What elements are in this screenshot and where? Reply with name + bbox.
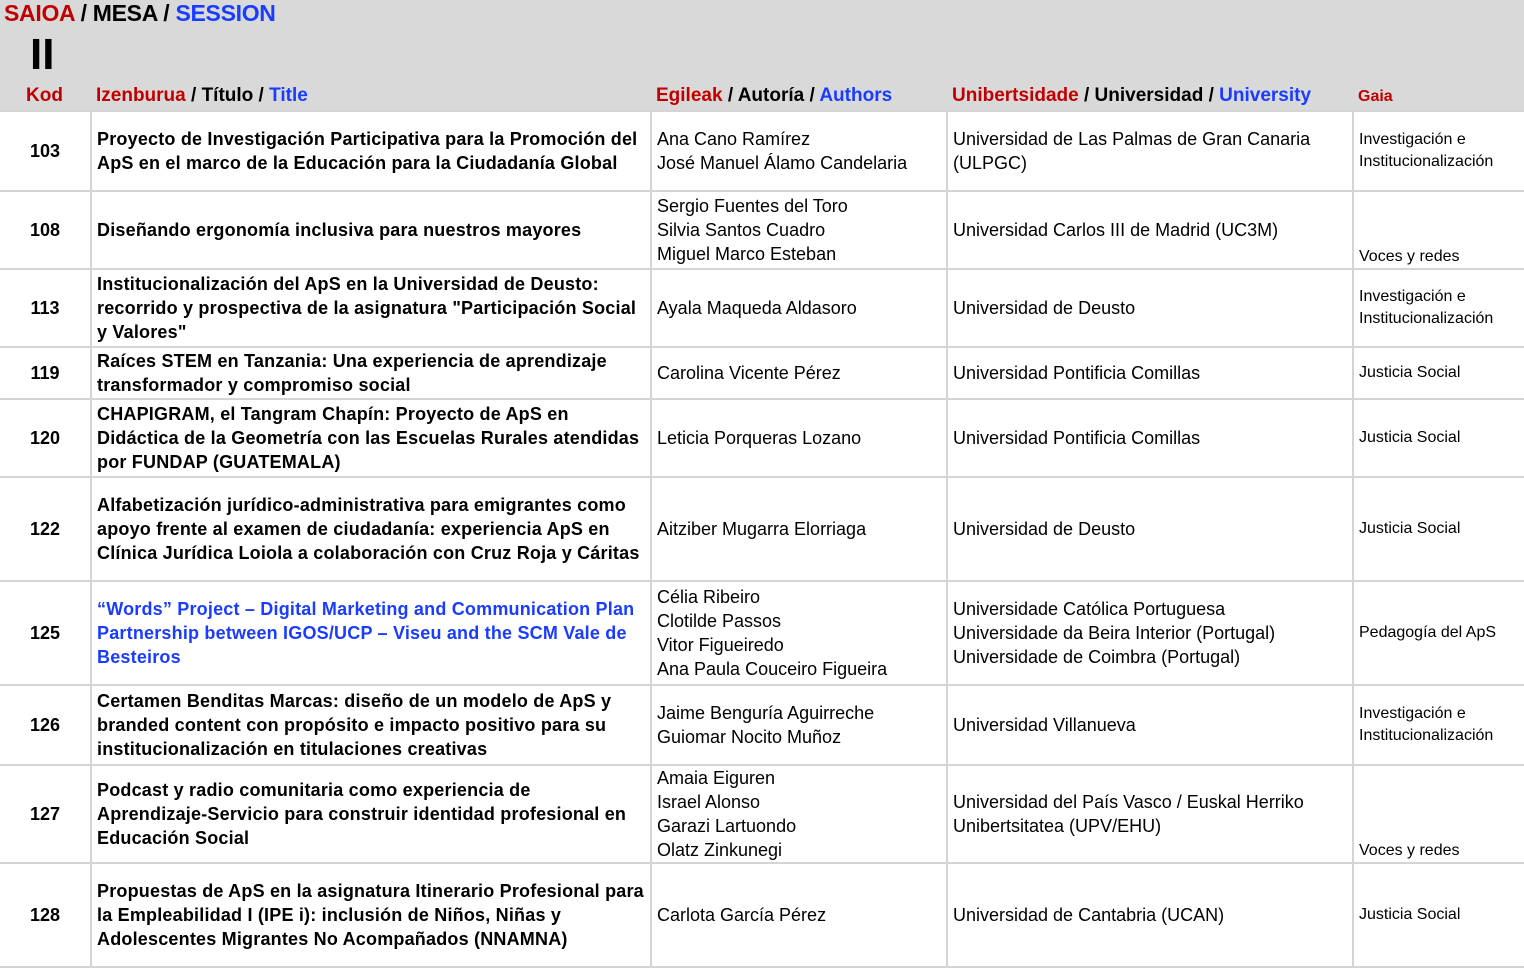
university-cell bbox=[947, 399, 1353, 477]
gaia: Investigación e Institucionalización bbox=[1359, 131, 1494, 170]
title-cell bbox=[91, 191, 651, 269]
gaia-cell bbox=[1353, 765, 1524, 863]
kod: 113 bbox=[30, 298, 60, 318]
gaia-cell bbox=[1353, 581, 1524, 685]
author: Jaime Benguría Aguirreche bbox=[657, 703, 875, 723]
session-label bbox=[4, 0, 276, 27]
gaia-cell bbox=[1353, 477, 1524, 581]
university-cell bbox=[947, 765, 1353, 863]
title-cell bbox=[91, 111, 651, 191]
kod-cell bbox=[0, 765, 91, 863]
university: Universidad de Las Palmas de Gran Canaria (ULPGC) bbox=[953, 129, 1311, 173]
title: “Words” Project – Digital Marketing and Communication Plan Partnership between IGOS/UCP – Viseu and the SCM Vale de Besteiros bbox=[97, 599, 635, 667]
table-row bbox=[0, 269, 1524, 347]
title: Certamen Benditas Marcas: diseño de un modelo de ApS y branded content con propósito e impacto positivo para su institucionalización en titulaciones creativas bbox=[97, 691, 612, 759]
col-title-es: Título bbox=[201, 85, 254, 106]
university: Universidad Carlos III de Madrid (UC3M) bbox=[953, 220, 1279, 240]
table-row bbox=[0, 477, 1524, 581]
author: Olatz Zinkunegi bbox=[657, 840, 783, 860]
title: Institucionalización del ApS en la Universidad de Deusto: recorrido y prospectiva de la asignatura "Participación Social y Valores" bbox=[97, 274, 637, 342]
sep: / bbox=[253, 85, 270, 106]
gaia: Investigación e Institucionalización bbox=[1359, 288, 1494, 327]
kod: 108 bbox=[29, 220, 61, 240]
university: Universidade Católica Portuguesa bbox=[953, 599, 1226, 619]
title: CHAPIGRAM, el Tangram Chapín: Proyecto de ApS en Didáctica de la Geometría con las Escuelas Rurales atendidas por FUNDAP (GUATEMALA) bbox=[97, 404, 640, 472]
title-cell bbox=[91, 685, 651, 765]
author: Clotilde Passos bbox=[657, 611, 782, 631]
author: Carolina Vicente Pérez bbox=[657, 363, 841, 383]
sessions-table bbox=[0, 110, 1524, 968]
kod: 125 bbox=[29, 623, 61, 643]
sep: / bbox=[1078, 85, 1095, 106]
sep: / bbox=[185, 85, 202, 106]
title-cell bbox=[91, 581, 651, 685]
gaia-cell bbox=[1353, 347, 1524, 399]
session-number: II bbox=[30, 30, 55, 79]
gaia: Voces y redes bbox=[1359, 842, 1460, 859]
kod: 128 bbox=[29, 905, 61, 925]
sep: / bbox=[1203, 85, 1220, 106]
university-cell bbox=[947, 191, 1353, 269]
authors-cell bbox=[651, 347, 947, 399]
title: Proyecto de Investigación Participativa para la Promoción del ApS en el marco de la Educación para la Ciudadanía Global bbox=[97, 129, 638, 173]
gaia: Justicia Social bbox=[1359, 429, 1461, 446]
col-title-en: Title bbox=[269, 85, 308, 106]
author: Miguel Marco Esteban bbox=[657, 244, 837, 264]
author: Amaia Eiguren bbox=[657, 768, 776, 788]
gaia-cell bbox=[1353, 863, 1524, 967]
session-en: SESSION bbox=[175, 0, 276, 26]
title-cell bbox=[91, 765, 651, 863]
gaia-cell bbox=[1353, 191, 1524, 269]
gaia: Justicia Social bbox=[1359, 364, 1461, 381]
kod: 103 bbox=[29, 141, 61, 161]
author: Garazi Lartuondo bbox=[657, 816, 797, 836]
author: Guiomar Nocito Muñoz bbox=[657, 727, 842, 747]
university: Universidade de Coimbra (Portugal) bbox=[953, 647, 1241, 667]
author: Carlota García Pérez bbox=[657, 905, 827, 925]
authors-cell bbox=[651, 581, 947, 685]
title-cell bbox=[91, 347, 651, 399]
kod-cell bbox=[0, 581, 91, 685]
col-univ-en: University bbox=[1219, 85, 1312, 106]
authors-cell bbox=[651, 111, 947, 191]
author: Ana Paula Couceiro Figueira bbox=[657, 659, 888, 679]
title-cell bbox=[91, 477, 651, 581]
author: Aitziber Mugarra Elorriaga bbox=[657, 519, 867, 539]
university: Universidad Pontificia Comillas bbox=[953, 363, 1201, 383]
col-gaia: Gaia bbox=[1358, 88, 1393, 105]
gaia: Pedagogía del ApS bbox=[1359, 624, 1497, 641]
sep: / bbox=[722, 85, 738, 106]
table-row bbox=[0, 347, 1524, 399]
university-cell bbox=[947, 347, 1353, 399]
author: Célia Ribeiro bbox=[657, 587, 761, 607]
col-university bbox=[952, 85, 1311, 107]
university-cell bbox=[947, 863, 1353, 967]
col-authors-es: Autoría bbox=[737, 85, 805, 106]
kod-cell bbox=[0, 399, 91, 477]
session-es: MESA bbox=[92, 0, 158, 26]
kod-cell bbox=[0, 477, 91, 581]
authors-cell bbox=[651, 399, 947, 477]
title: Propuestas de ApS en la asignatura Itinerario Profesional para la Empleabilidad I (IPE i): inclusión de Niños, Niñas y Adolescentes Migrantes No Acompañados (NNAMNA) bbox=[97, 881, 644, 949]
gaia-cell bbox=[1353, 269, 1524, 347]
gaia-cell bbox=[1353, 111, 1524, 191]
author: Ana Cano Ramírez bbox=[657, 129, 811, 149]
session-eu: SAIOA bbox=[4, 0, 75, 26]
university-cell bbox=[947, 111, 1353, 191]
university: Universidad de Deusto bbox=[953, 298, 1136, 318]
col-authors-en: Authors bbox=[819, 85, 893, 106]
kod: 119 bbox=[30, 363, 60, 383]
gaia: Justicia Social bbox=[1359, 520, 1461, 537]
gaia: Justicia Social bbox=[1359, 906, 1461, 923]
university-cell bbox=[947, 269, 1353, 347]
author: Ayala Maqueda Aldasoro bbox=[657, 298, 857, 318]
author: José Manuel Álamo Candelaria bbox=[657, 153, 908, 173]
kod-cell bbox=[0, 863, 91, 967]
kod: 126 bbox=[29, 715, 61, 735]
title-cell bbox=[91, 269, 651, 347]
university: Universidad de Cantabria (UCAN) bbox=[953, 905, 1225, 925]
gaia: Investigación e Institucionalización bbox=[1359, 705, 1494, 744]
university: Universidad Villanueva bbox=[953, 715, 1136, 735]
kod-cell bbox=[0, 685, 91, 765]
table-row bbox=[0, 581, 1524, 685]
title: Raíces STEM en Tanzania: Una experiencia de aprendizaje transformador y compromiso social bbox=[97, 351, 607, 395]
col-authors-eu: Egileak bbox=[656, 85, 723, 106]
author: Leticia Porqueras Lozano bbox=[657, 428, 862, 448]
author: Silvia Santos Cuadro bbox=[657, 220, 826, 240]
university-cell bbox=[947, 477, 1353, 581]
kod-cell bbox=[0, 347, 91, 399]
col-univ-es: Universidad bbox=[1094, 85, 1204, 106]
sep: / bbox=[74, 0, 93, 26]
title: Podcast y radio comunitaria como experiencia de Aprendizaje-Servicio para construir identidad profesional en Educación Social bbox=[97, 780, 627, 848]
author: Sergio Fuentes del Toro bbox=[657, 196, 848, 216]
author: Vitor Figueiredo bbox=[657, 635, 784, 655]
kod-cell bbox=[0, 269, 91, 347]
title-cell bbox=[91, 863, 651, 967]
university: Universidad Pontificia Comillas bbox=[953, 428, 1201, 448]
col-title bbox=[96, 85, 308, 107]
university: Universidad de Deusto bbox=[953, 519, 1136, 539]
table-row bbox=[0, 685, 1524, 765]
university: Universidad del País Vasco / Euskal Herriko Unibertsitatea (UPV/EHU) bbox=[953, 792, 1304, 836]
table-row bbox=[0, 765, 1524, 863]
table-row bbox=[0, 399, 1524, 477]
kod-cell bbox=[0, 111, 91, 191]
kod: 122 bbox=[29, 519, 61, 539]
title: Diseñando ergonomía inclusiva para nuestros mayores bbox=[97, 220, 582, 240]
table-row bbox=[0, 863, 1524, 967]
title: Alfabetización jurídico-administrativa para emigrantes como apoyo frente al examen de ciudadanía: experiencia ApS en Clínica Jurídica Loiola a colaboración con Cruz Roja y Cáritas bbox=[97, 495, 640, 563]
col-kod: Kod bbox=[26, 85, 63, 106]
kod: 120 bbox=[29, 428, 61, 448]
table-row bbox=[0, 191, 1524, 269]
authors-cell bbox=[651, 863, 947, 967]
table-header bbox=[0, 0, 1524, 110]
university: Universidade da Beira Interior (Portugal) bbox=[953, 623, 1276, 643]
gaia-cell bbox=[1353, 399, 1524, 477]
sep: / bbox=[157, 0, 176, 26]
kod-cell bbox=[0, 191, 91, 269]
authors-cell bbox=[651, 191, 947, 269]
title-cell bbox=[91, 399, 651, 477]
authors-cell bbox=[651, 477, 947, 581]
university-cell bbox=[947, 581, 1353, 685]
university-cell bbox=[947, 685, 1353, 765]
authors-cell bbox=[651, 765, 947, 863]
authors-cell bbox=[651, 685, 947, 765]
col-title-eu: Izenburua bbox=[96, 85, 186, 106]
gaia-cell bbox=[1353, 685, 1524, 765]
col-authors bbox=[656, 85, 892, 107]
sep: / bbox=[804, 85, 820, 106]
table-row bbox=[0, 111, 1524, 191]
gaia: Voces y redes bbox=[1359, 248, 1460, 265]
col-univ-eu: Unibertsidade bbox=[952, 85, 1079, 106]
authors-cell bbox=[651, 269, 947, 347]
author: Israel Alonso bbox=[657, 792, 761, 812]
kod: 127 bbox=[29, 804, 61, 824]
